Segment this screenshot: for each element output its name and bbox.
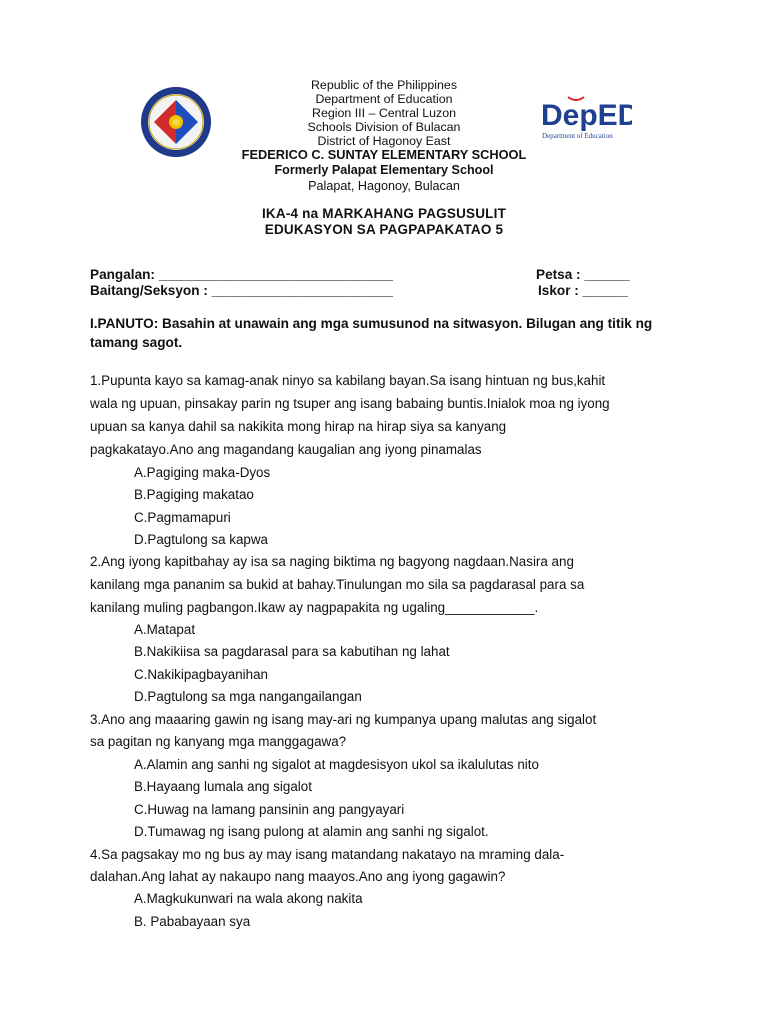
- exam-title: IKA-4 na MARKAHANG PAGSUSULIT: [261, 206, 507, 221]
- question-2-line: kanilang muling pagbangon.Ikaw ay nagpapakita ng ugaling____________.: [90, 600, 539, 615]
- question-2-option-d[interactable]: D.Pagtulong sa mga nangangailangan: [134, 689, 362, 704]
- header-lines: [0, 78, 768, 148]
- header-line: Region III – Central Luzon: [312, 106, 456, 120]
- question-4-option-a[interactable]: A.Magkukunwari na wala akong nakita: [134, 891, 363, 906]
- question-1-line: wala ng upuan, pinsakay parin ng tsuper ang isang babaing buntis.Inialok moa ng iyong: [90, 396, 610, 411]
- question-3-option-a[interactable]: A.Alamin ang sanhi ng sigalot at magdesisyon ukol sa ikalulutas nito: [134, 757, 539, 772]
- question-2-line: kanilang mga pananim sa bukid at bahay.Tinulungan mo sila sa pagdarasal para sa: [90, 577, 585, 592]
- question-3-option-d[interactable]: D.Tumawag ng isang pulong at alamin ang sanhi ng sigalot.: [134, 824, 489, 839]
- header-line: Schools Division of Bulacan: [307, 120, 461, 134]
- instructions: I.PANUTO: Basahin at unawain ang mga sumusunod na sitwasyon. Bilugan ang titik ng tamang sagot.: [90, 316, 653, 350]
- question-1-line: 1.Pupunta kayo sa kamag-anak ninyo sa kabilang bayan.Sa isang hintuan ng bus,kahit: [90, 373, 606, 388]
- name-field[interactable]: Pangalan: _______________________________: [90, 267, 394, 282]
- question-1-option-d[interactable]: D.Pagtulong sa kapwa: [134, 532, 268, 547]
- question-1-line: pagkakatayo.Ano ang magandang kaugalian ang iyong pinamalas: [90, 442, 482, 457]
- school-former-name: Formerly Palapat Elementary School: [274, 163, 494, 177]
- score-field[interactable]: Iskor : ______: [538, 283, 628, 298]
- question-4-line: 4.Sa pagsakay mo ng bus ay may isang matandang nakatayo na mraming dala-: [90, 847, 565, 862]
- question-1-option-c[interactable]: C.Pagmamapuri: [134, 510, 231, 525]
- school-address: Palapat, Hagonoy, Bulacan: [308, 179, 460, 193]
- question-2-option-c[interactable]: C.Nakikipagbayanihan: [134, 667, 268, 682]
- question-3-option-b[interactable]: B.Hayaang lumala ang sigalot: [134, 779, 312, 794]
- question-4-line: dalahan.Ang lahat ay nakaupo nang maayos.Ano ang iyong gagawin?: [90, 869, 506, 884]
- header-line: Republic of the Philippines: [310, 78, 458, 92]
- question-2-line: 2.Ang iyong kapitbahay ay isa sa naging biktima ng bagyong nagdaan.Nasira ang: [90, 554, 574, 569]
- question-1-line: upuan sa kanya dahil sa nakikita mong hirap na hirap siya sa kanyang: [90, 419, 507, 434]
- section-field[interactable]: Baitang/Seksyon : ________________________: [90, 283, 394, 298]
- question-3-line: 3.Ano ang maaaring gawin ng isang may-ari ng kumpanya upang malutas ang sigalot: [90, 712, 597, 727]
- deped-logo-text: DepED: [541, 99, 632, 132]
- question-4-option-b[interactable]: B. Pababayaan sya: [134, 914, 251, 929]
- exam-subject: EDUKASYON SA PAGPAPAKATAO 5: [264, 222, 504, 237]
- question-2-option-b[interactable]: B.Nakikiisa sa pagdarasal para sa kabutihan ng lahat: [134, 644, 450, 659]
- deped-logo-subtext: Department of Education: [542, 132, 613, 140]
- question-3-line: sa pagitan ng kanyang mga manggagawa?: [90, 734, 347, 749]
- question-1-option-b[interactable]: B.Pagiging makatao: [134, 487, 254, 502]
- question-3-option-c[interactable]: C.Huwag na lamang pansinin ang pangyayari: [134, 802, 405, 817]
- date-field[interactable]: Petsa : ______: [536, 267, 630, 282]
- header-line: Department of Education: [315, 92, 453, 106]
- question-1-option-a[interactable]: A.Pagiging maka-Dyos: [134, 465, 271, 480]
- school-name: FEDERICO C. SUNTAY ELEMENTARY SCHOOL: [241, 147, 527, 162]
- question-2-option-a[interactable]: A.Matapat: [134, 622, 196, 637]
- header-line: District of Hagonoy East: [317, 134, 451, 148]
